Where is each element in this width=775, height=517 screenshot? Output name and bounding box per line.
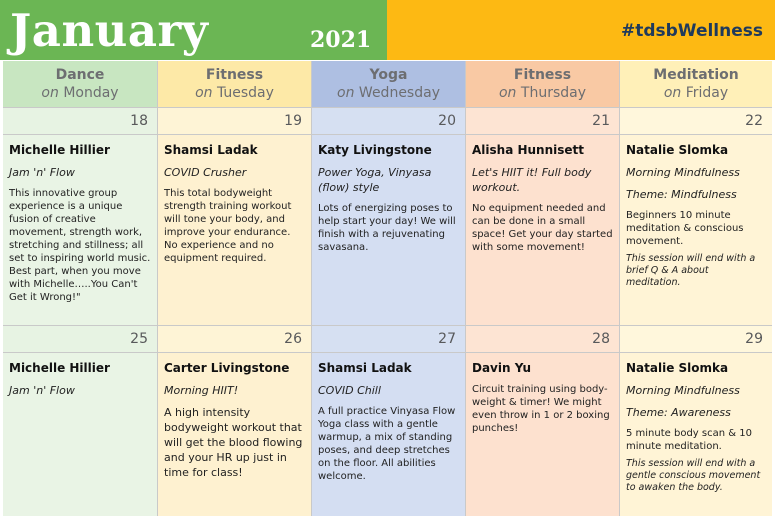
calendar-grid [3, 61, 772, 516]
session-description: A high intensity bodyweight workout that will get the blood flowing and your HR up just in time for class! [164, 406, 303, 479]
session-cell [312, 353, 465, 516]
instructor-name: Carter Livingstone [164, 361, 290, 375]
instructor-name: Shamsi Ladak [318, 361, 412, 375]
session-cell [3, 135, 157, 325]
activity-title: Meditation [653, 67, 739, 83]
day-header-friday [620, 61, 772, 107]
month-banner [0, 0, 387, 60]
day-header-thursday [466, 61, 619, 107]
session-title: Morning Mindfulness [626, 384, 740, 397]
date-cell: 21 [466, 108, 619, 134]
session-description: Lots of energizing poses to help start your day! We will finish with a rejuvenating savasana. [318, 203, 456, 253]
instructor-name: Alisha Hunnisett [472, 143, 585, 157]
session-title: Jam 'n' Flow [9, 384, 75, 397]
hashtag-banner [387, 0, 775, 60]
session-description: Circuit training using body-weight & timer! We might even throw in 1 or 2 boxing punches! [472, 384, 610, 434]
session-description: 5 minute body scan & 10 minute meditation. [626, 428, 752, 452]
session-description: No equipment needed and can be done in a small space! Get your day started with some movement! [472, 203, 613, 253]
day-label: on Tuesday [195, 85, 274, 101]
instructor-name: Katy Livingstone [318, 143, 432, 157]
activity-title: Yoga [369, 67, 408, 83]
session-note: This session will end with a gentle conscious movement to awaken the body. [626, 458, 761, 493]
session-theme: Theme: Awareness [626, 406, 731, 419]
session-title: Let's HIIT it! Full body workout. [472, 166, 592, 194]
date-cell: 18 [3, 108, 157, 134]
date-cell: 27 [312, 326, 465, 352]
session-description: This innovative group experience is a unique fusion of creative movement, strength work, stretching and stillness; all set to inspiring world music. Best part, when you move with Michelle…..You Can't Get it Wrong!" [9, 188, 151, 303]
date-cell: 26 [158, 326, 311, 352]
hashtag-label: #tdsbWellness [620, 21, 763, 41]
date-cell: 22 [620, 108, 772, 134]
session-title: Power Yoga, Vinyasa (flow) style [318, 166, 432, 194]
date-cell: 25 [3, 326, 157, 352]
instructor-name: Shamsi Ladak [164, 143, 258, 157]
session-cell [312, 135, 465, 325]
date-cell: 19 [158, 108, 311, 134]
instructor-name: Natalie Slomka [626, 361, 729, 375]
instructor-name: Michelle Hillier [9, 361, 110, 375]
month-title: January [10, 4, 209, 57]
instructor-name: Davin Yu [472, 361, 532, 375]
session-cell [158, 353, 311, 516]
year-label: 2021 [310, 27, 372, 53]
day-label: on Thursday [498, 85, 586, 101]
instructor-name: Michelle Hillier [9, 143, 110, 157]
session-description: Beginners 10 minute meditation & conscious movement. [626, 210, 744, 247]
session-title: COVID Chill [318, 384, 381, 397]
session-title: Jam 'n' Flow [9, 166, 75, 179]
session-description: This total bodyweight strength training workout will tone your body, and improve your endurance. No experience and no equipment required. [164, 188, 292, 264]
day-label: on Monday [41, 85, 119, 101]
activity-title: Fitness [513, 67, 572, 83]
session-cell [620, 353, 772, 516]
session-cell [466, 135, 619, 325]
session-cell [158, 135, 311, 325]
day-header-monday [3, 61, 157, 107]
day-label: on Friday [663, 85, 729, 101]
activity-title: Dance [55, 67, 105, 83]
session-note: This session will end with a brief Q & A about meditation. [626, 253, 756, 288]
activity-title: Fitness [205, 67, 264, 83]
session-title: Morning Mindfulness [626, 166, 740, 179]
day-header-tuesday [158, 61, 311, 107]
day-label: on Wednesday [337, 85, 440, 101]
session-cell [620, 135, 772, 325]
date-cell: 28 [466, 326, 619, 352]
session-cell [3, 353, 157, 516]
date-cell: 20 [312, 108, 465, 134]
date-cell: 29 [620, 326, 772, 352]
session-description: A full practice Vinyasa Flow Yoga class with a gentle warmup, a mix of standing poses, and deep stretches on the floor. All abilities welcome. [318, 406, 456, 482]
session-title: COVID Crusher [164, 166, 247, 179]
session-theme: Theme: Mindfulness [626, 188, 737, 201]
day-header-wednesday [312, 61, 465, 107]
session-title: Morning HIIT! [164, 384, 239, 397]
session-cell [466, 353, 619, 516]
instructor-name: Natalie Slomka [626, 143, 729, 157]
